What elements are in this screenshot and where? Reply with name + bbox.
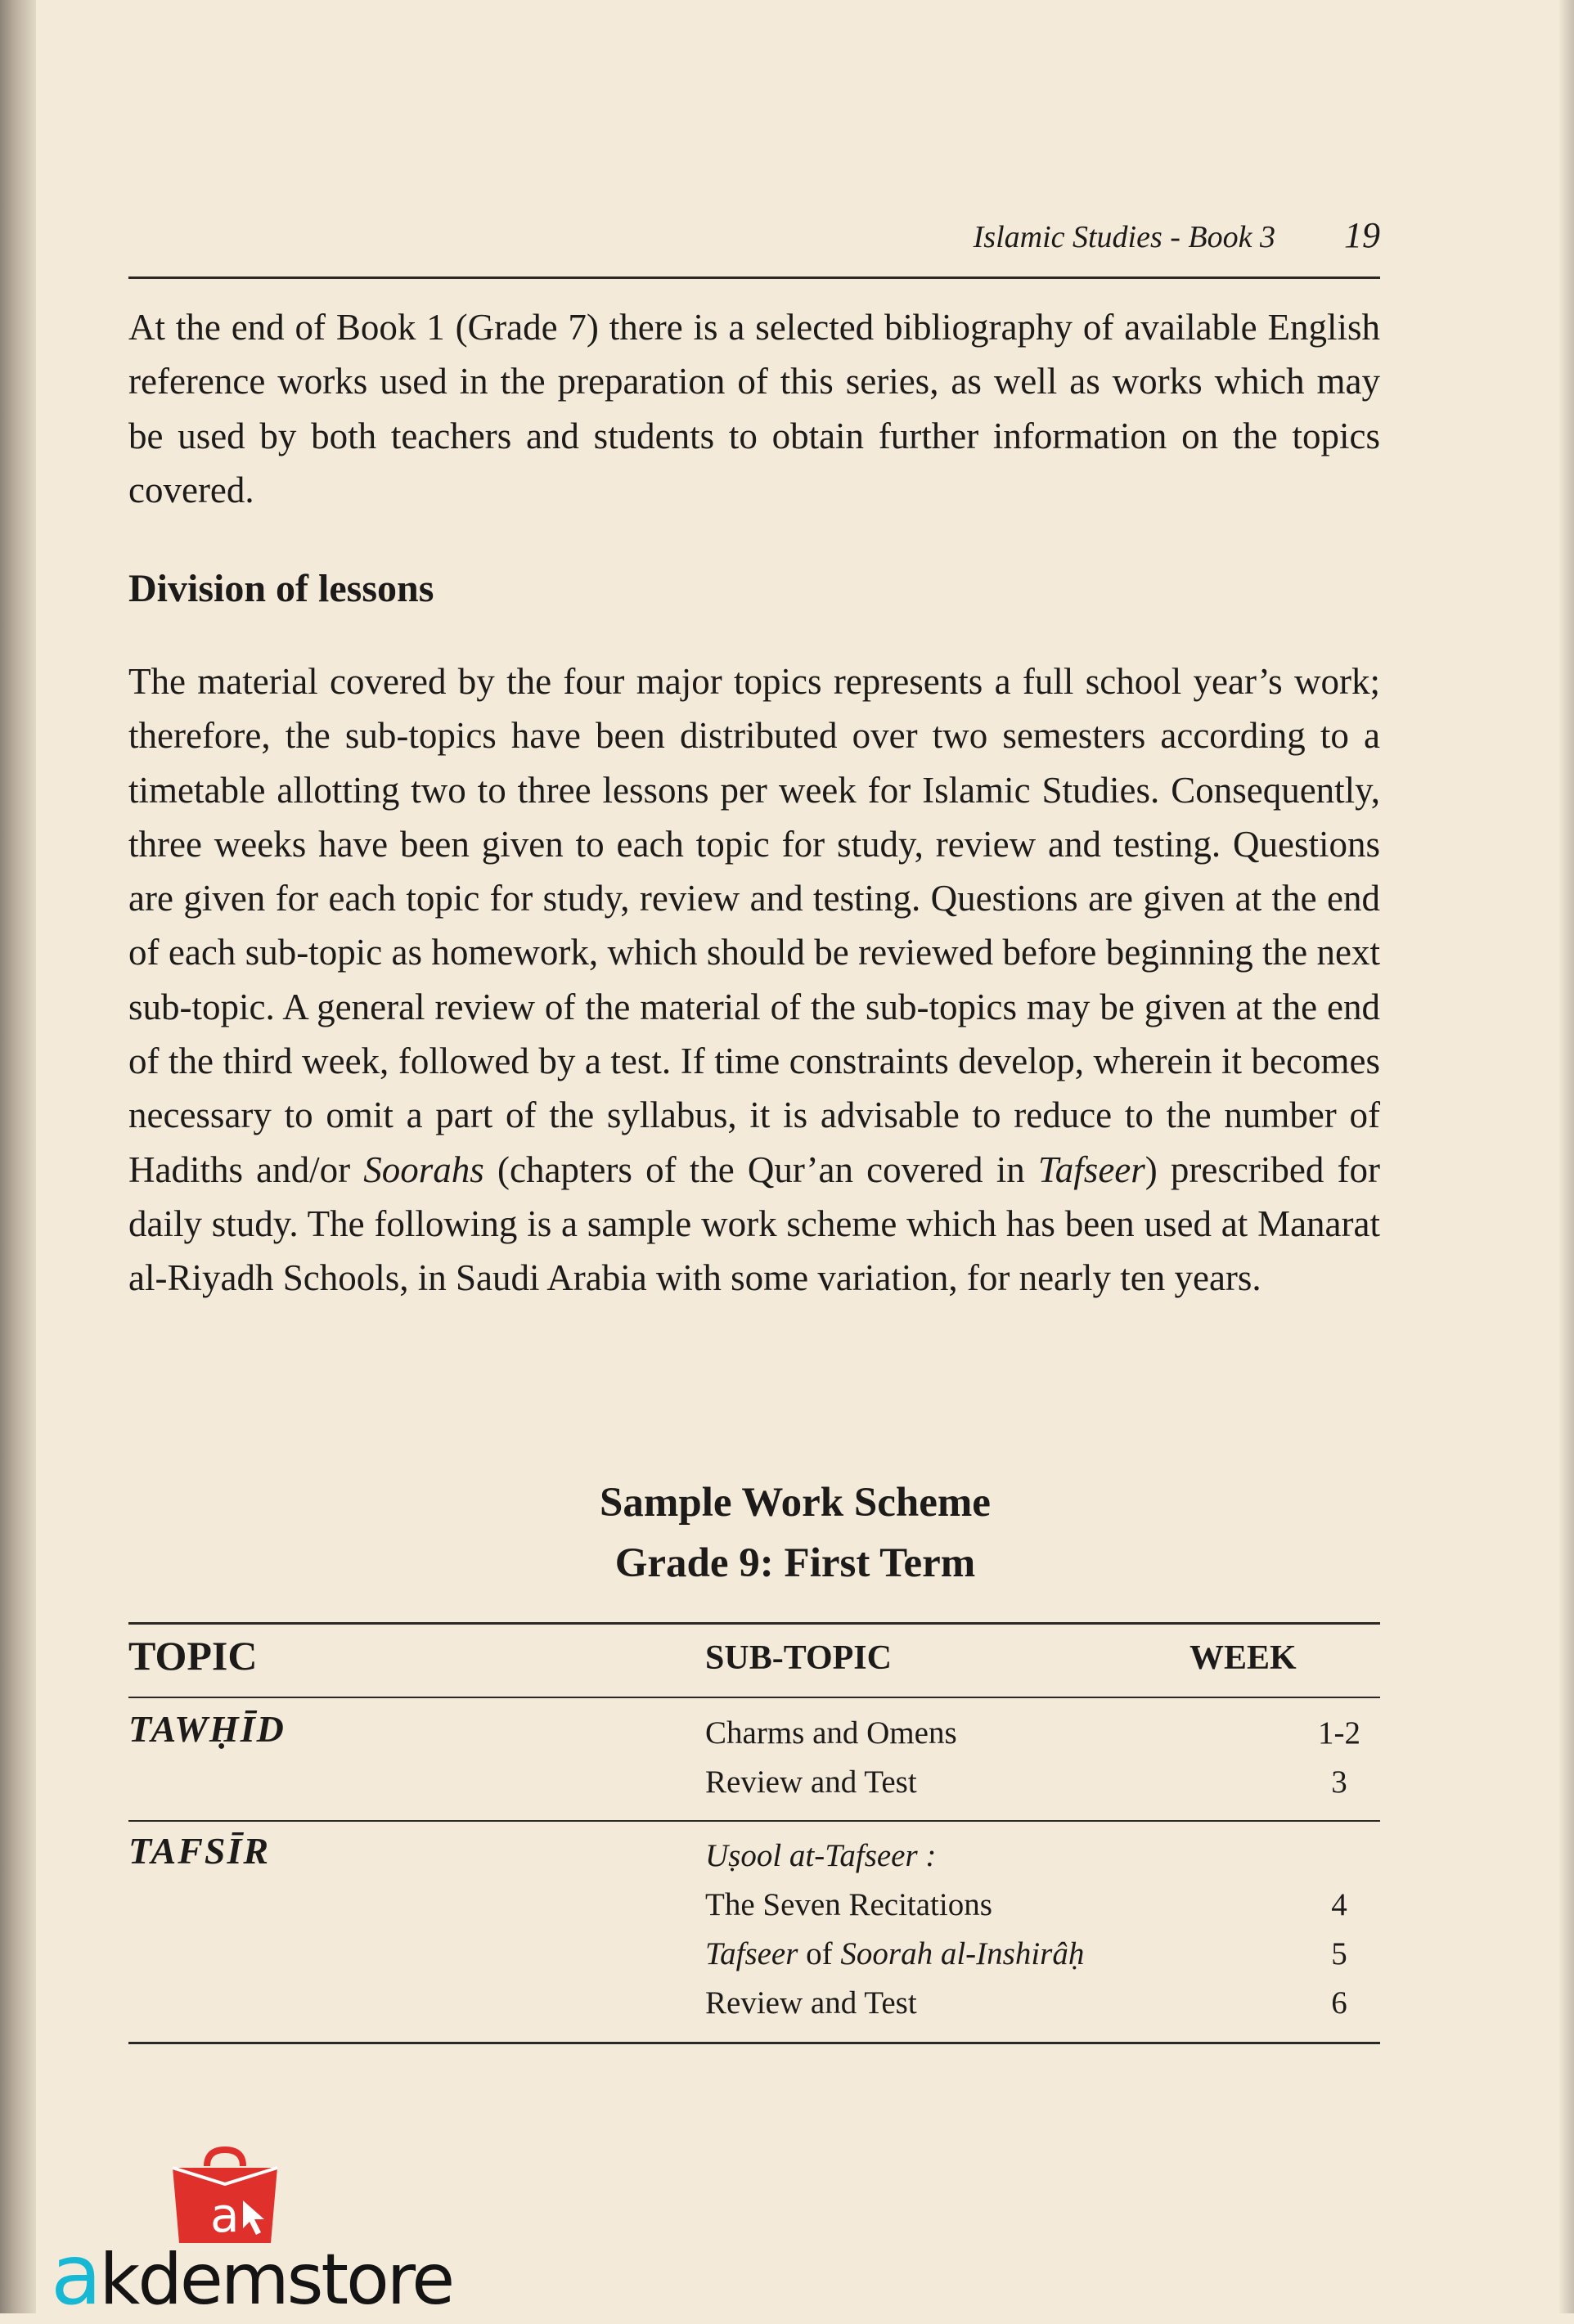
division-paragraph [128, 654, 1380, 1306]
column-header-week: WEEK [1189, 1639, 1297, 1677]
store-brand-name [51, 2227, 452, 2324]
paragraph-text: ) prescribed for daily study. The following is a sample work scheme which has been used at Manarat al-Riyadh Schools, in Saudi Arabia with some variation, for nearly ten years. [128, 1149, 1380, 1299]
page-number: 19 [1344, 215, 1380, 255]
paragraph-text: The material covered by the four major topics represents a full school year’s work; therefore, the sub-topics have been distributed over two semesters according to a timetable allotting two to three lessons per week for Islamic Studies. Consequently, three weeks have been given to each topic for study, review and testing. Questions are given for each topic for study, review and testing. Questions are given at the end of each sub-topic as homework, which should be reviewed before beginning the next sub-topic. A general review of the material of the sub-topics may be given at the end of the third week, followed by a test. If time constraints develop, wherein it becomes necessary to omit a part of the syllabus, it is advisable to reduce to the number of Hadiths and/or [128, 661, 1380, 1190]
brand-initial: a [51, 2227, 100, 2324]
week-value: 1-2 [1318, 1715, 1360, 1751]
logo-letter: a [210, 2187, 240, 2243]
subtopic-cell: Charms and Omens [705, 1715, 957, 1751]
week-value: 3 [1331, 1764, 1347, 1800]
italic-term: Tafseer [1037, 1149, 1145, 1190]
topic-tawhid: TAWḤĪD [128, 1708, 286, 1750]
running-header [128, 214, 1380, 256]
paragraph-text: (chapters of the Qur’an covered in [483, 1149, 1038, 1190]
header-rule [128, 276, 1380, 279]
book-title: Islamic Studies - Book 3 [973, 220, 1275, 254]
topic-tafsir: TAFSĪR [128, 1830, 271, 1872]
binding-shadow [0, 0, 36, 2313]
subtopic-group-label: Uṣool at-Tafseer : [705, 1838, 937, 1873]
subtopic-cell [705, 1935, 1084, 1972]
column-header-topic: TOPIC [128, 1633, 258, 1679]
table-header-rule [128, 1697, 1380, 1698]
scheme-title: Sample Work Scheme [600, 1480, 991, 1526]
subtopic-cell: Review and Test [705, 1764, 917, 1800]
section-heading: Division of lessons [128, 567, 434, 610]
subtopic-cell: The Seven Recitations [705, 1887, 992, 1922]
italic-term: Soorahs [363, 1149, 484, 1190]
brand-rest: kdemstore [99, 2239, 453, 2321]
subtopic-text: of [798, 1936, 841, 1971]
italic-term: Soorah al-Inshirâḥ [840, 1936, 1085, 1971]
subtopic-cell: Review and Test [705, 1985, 917, 2021]
column-header-subtopic: SUB-TOPIC [705, 1639, 892, 1677]
week-value: 4 [1331, 1887, 1347, 1922]
page-edge [1559, 0, 1574, 2313]
scheme-subtitle: Grade 9: First Term [614, 1540, 976, 1586]
bibliography-paragraph: At the end of Book 1 (Grade 7) there is a selected bibliography of available English reference works used in the preparation of this series, as well as works which may be used by both teachers and students to obtain further information on the topics covered. [128, 307, 1380, 510]
table-group-rule [128, 1820, 1380, 1822]
table-top-rule [128, 1622, 1380, 1625]
week-value: 5 [1331, 1936, 1347, 1971]
week-value: 6 [1331, 1985, 1347, 2021]
italic-term: Tafseer [705, 1936, 798, 1971]
table-bottom-rule [128, 2042, 1380, 2044]
